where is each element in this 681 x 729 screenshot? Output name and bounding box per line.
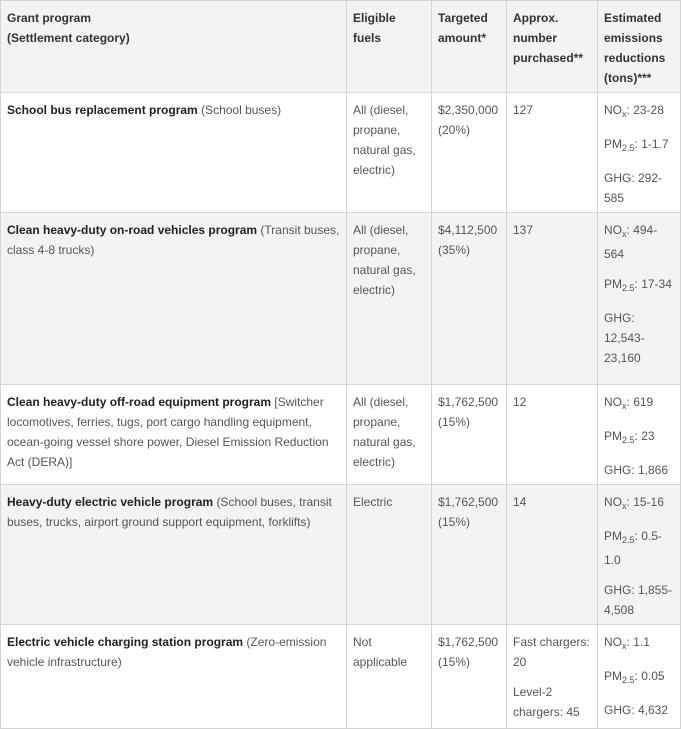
program-name: Clean heavy-duty on-road vehicles program [7,223,258,237]
number-purchased-cell: 127 [507,93,598,213]
ghg-value: GHG: 292-585 [604,171,663,205]
eligible-fuels-cell: All (diesel, propane, natural gas, electric) [347,93,432,213]
nox-value: $NO_x$: 619 [604,395,654,411]
program-name: School bus replacement program [7,103,198,117]
table-row [1,625,681,729]
table-header-row [1,1,681,93]
program-cell [1,385,347,485]
targeted-amount-cell: $1,762,500 (15%) [432,625,507,729]
pm-value: $PM_{2.5}$: 23 [604,429,655,445]
program-category: (School buses) [201,103,282,117]
emissions-cell [598,485,681,625]
table-row [1,213,681,385]
nox-value: $NO_x$: 1.1 [604,635,650,651]
program-category: [Switcher locomotives, ferries, tugs, port cargo handling equipment, ocean-going vessel shore power, Diesel Emission Reduction Act (DERA)] [7,395,329,469]
targeted-amount-cell: $2,350,000 (20%) [432,93,507,213]
emissions-cell [598,213,681,385]
ghg-value: GHG: 12,543-23,160 [604,311,645,365]
pm-value: $PM_{2.5}$: 0.05 [604,669,665,685]
ghg-value: GHG: 4,632 [604,703,669,717]
program-category: (Transit buses, class 4-8 trucks) [7,223,340,257]
number-purchased-cell: Fast chargers: 20 Level-2 chargers: 45 [507,625,598,729]
program-name: Electric vehicle charging station program [7,635,244,649]
header-targeted-amount: Targeted amount* [432,1,507,93]
emissions-cell [598,625,681,729]
table-row [1,93,681,213]
targeted-amount-cell: $4,112,500 (35%) [432,213,507,385]
header-approx-number: Approx. number purchased** [507,1,598,93]
pm-value: $PM_{2.5}$: 17-34 [604,277,672,293]
program-name: Heavy-duty electric vehicle program [7,495,214,509]
nox-value: $NO_x$: 23-28 [604,103,664,119]
number-purchased-cell: 14 [507,485,598,625]
table-row [1,385,681,485]
targeted-amount-cell: $1,762,500 (15%) [432,385,507,485]
program-category: (Zero-emission vehicle infrastructure) [7,635,327,669]
program-name: Clean heavy-duty off-road equipment program [7,395,272,409]
program-category: (School buses, transit buses, trucks, airport ground support equipment, forklifts) [7,495,332,529]
program-cell [1,485,347,625]
eligible-fuels-cell: Not applicable [347,625,432,729]
table-row [1,485,681,625]
ghg-value: GHG: 1,866 [604,463,669,477]
number-purchased-cell: 12 [507,385,598,485]
header-eligible-fuels: Eligible fuels [347,1,432,93]
pm-value: $PM_{2.5}$: 0.5-1.0 [604,529,662,567]
header-emissions-reductions: Estimated emissions reductions (tons)*** [598,1,681,93]
targeted-amount-cell: $1,762,500 (15%) [432,485,507,625]
program-cell [1,213,347,385]
pm-value: $PM_{2.5}$: 1-1.7 [604,137,669,153]
nox-value: $NO_x$: 494-564 [604,223,658,261]
header-grant-program: Grant program (Settlement category) [1,1,347,93]
program-cell [1,93,347,213]
eligible-fuels-cell: All (diesel, propane, natural gas, electric) [347,385,432,485]
emissions-cell [598,385,681,485]
eligible-fuels-cell: Electric [347,485,432,625]
nox-value: $NO_x$: 15-16 [604,495,664,511]
ghg-value: GHG: 1,855-4,508 [604,583,673,617]
eligible-fuels-cell: All (diesel, propane, natural gas, electric) [347,213,432,385]
program-cell [1,625,347,729]
emissions-cell [598,93,681,213]
number-purchased-cell: 137 [507,213,598,385]
